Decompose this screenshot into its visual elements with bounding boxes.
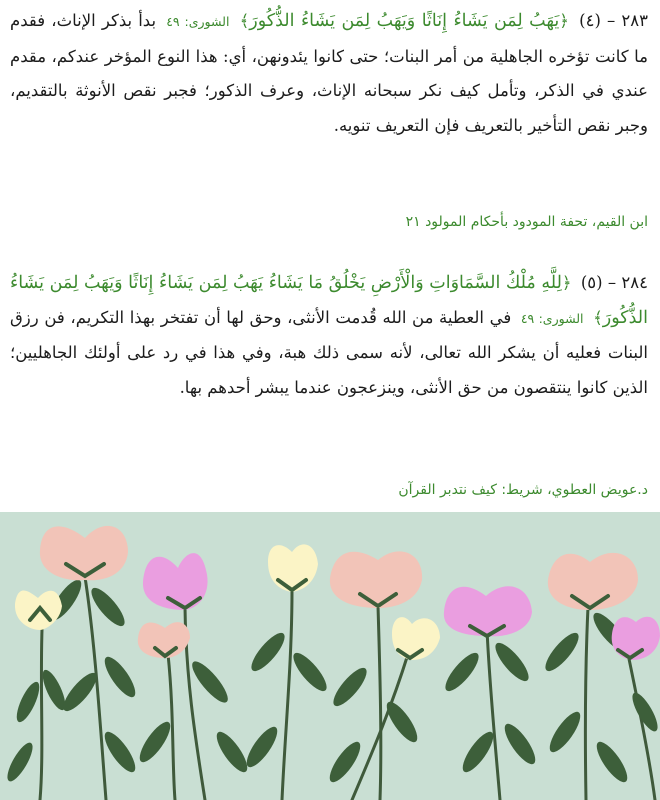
ayah-bracket-close: ﴾	[239, 11, 250, 30]
ayah-text: يَهَبُ لِمَن يَشَاءُ إِنَاثًا وَيَهَبُ لِمَن يَشَاءُ الذُّكُورَ	[249, 11, 560, 31]
flowers-illustration	[0, 512, 660, 800]
flower	[208, 512, 266, 542]
flower	[444, 586, 532, 636]
flower-stem	[40, 630, 42, 800]
entry-283	[10, 4, 648, 143]
flower	[40, 526, 128, 580]
flower	[143, 553, 208, 610]
ayah-bracket-open: ﴿	[561, 273, 572, 292]
flower	[392, 617, 440, 660]
entry-body: في العطية من الله قُدمت الأنثى، وحق لها أن تفتخر بهذا التكريم، فن رزق البنات فعليه أن يشكر الله تعالى، لأنه سمى ذلك هبة، وفي هذا في رد على أولئك الجاهليين؛ الذين كانوا ينتقصون من حق الأنثى، وينزعجون عندما يبشر أحدهم بها.	[10, 307, 648, 397]
entry-source: د.عويض العطوي، شريط: كيف نتدبر القرآن	[398, 482, 648, 498]
ayah-reference: الشورى: ٤٩	[520, 310, 584, 326]
entry-284	[10, 266, 648, 405]
flower	[330, 551, 422, 608]
entry-number: ٢٨٤ – (٥)	[580, 273, 648, 292]
flowers-svg	[0, 512, 660, 800]
flower	[548, 553, 638, 610]
entry-number: ٢٨٣ – (٤)	[579, 11, 649, 30]
flower-stem	[282, 590, 292, 800]
ayah-reference: الشورى: ٤٩	[166, 14, 230, 29]
flower	[268, 544, 318, 592]
ayah-bracket-open: ﴿	[559, 11, 569, 30]
flower-stem	[378, 606, 381, 800]
entry-source: ابن القيم، تحفة المودود بأحكام المولود ٢١	[405, 214, 648, 230]
ayah-text: لِلَّهِ مُلْكُ السَّمَاوَاتِ وَالْأَرْضِ يَخْلُقُ مَا يَشَاءُ يَهَبُ لِمَن يَشَاءُ إِنَاثًا وَيَهَبُ لِمَن يَشَاءُ الذُّكُورَ	[10, 273, 648, 328]
flower	[15, 590, 62, 630]
entry-body: بدأ بذكر الإناث، فقدم ما كانت تؤخره الجاهلية من أمر البنات؛ حتى كانوا يئدونهن، أي: هذا النوع المؤخر عندكم، مقدم عندي في الذكر، وتأمل كيف نكر سبحانه الإناث، وعرف الذكور؛ فجبر نقص الأنوثة بالتقديم، وجبر نقص التأخير بالتعريف فإن التعريف تنويه.	[10, 11, 648, 135]
flower	[138, 622, 190, 658]
flower	[612, 617, 660, 660]
flower-stem	[585, 607, 588, 800]
ayah-bracket-close: ﴾	[593, 307, 603, 327]
